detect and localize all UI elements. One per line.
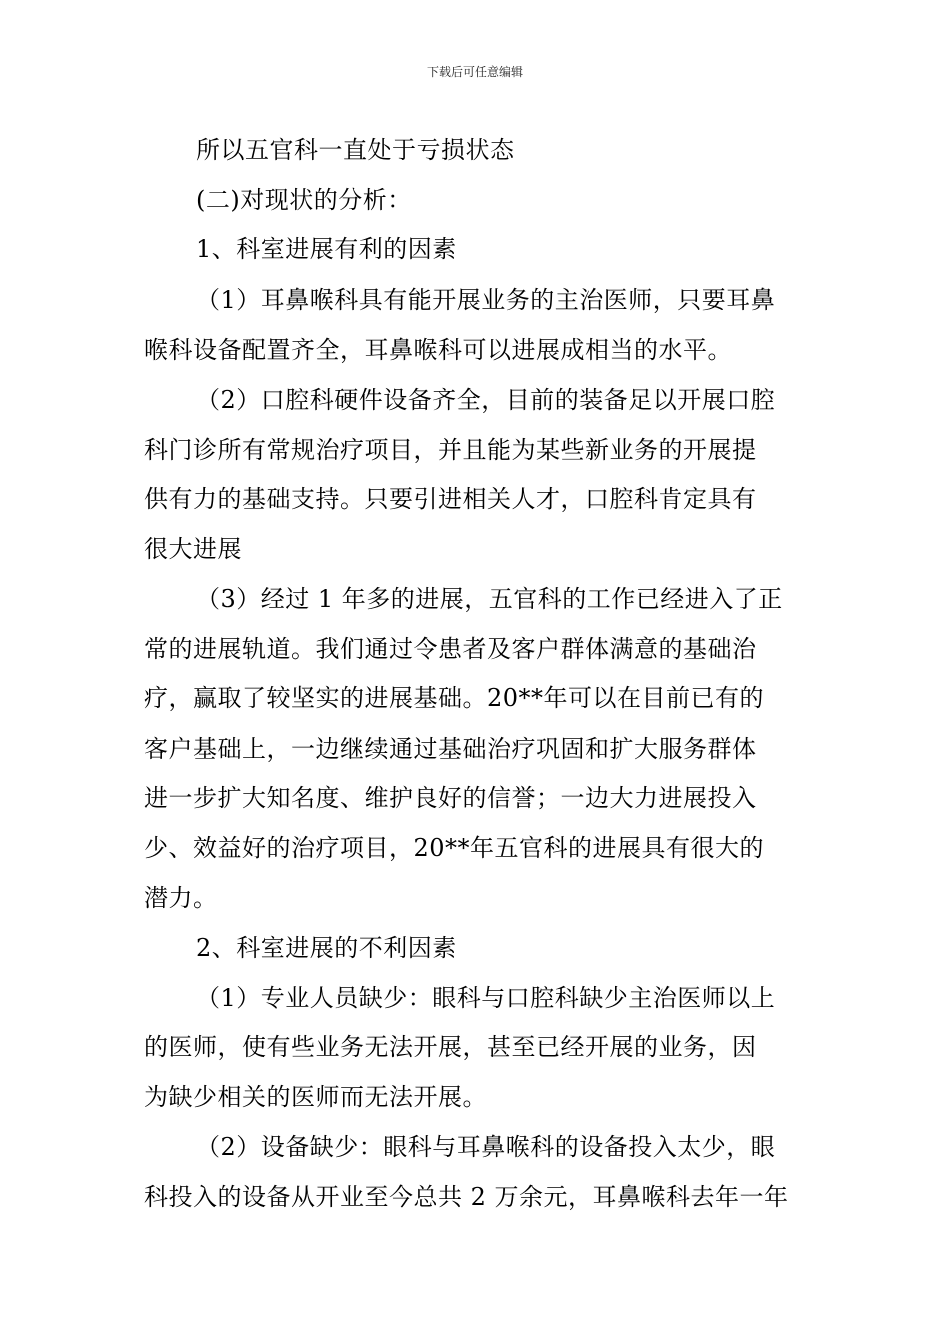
page-header: 下载后可任意编辑 (426, 65, 523, 79)
text-line: 的医师，使有些业务无法开展，甚至已经开展的业务，因 (144, 1033, 757, 1061)
text-line: 进一步扩大知名度、维护良好的信誉；一边大力进展投入 (144, 784, 757, 812)
text-line: 喉科设备配置齐全，耳鼻喉科可以进展成相当的水平。 (144, 336, 732, 364)
text-line: 科投入的设备从开业至今总共 2 万余元，耳鼻喉科去年一年 (144, 1183, 789, 1211)
text-line: （3）经过 1 年多的进展，五官科的工作已经进入了正 (196, 585, 783, 613)
text-line: （2）设备缺少：眼科与耳鼻喉科的设备投入太少，眼 (196, 1133, 776, 1161)
text-line: 疗，赢取了较坚实的进展基础。20**年可以在目前已有的 (144, 684, 765, 712)
text-line: 供有力的基础支持。只要引进相关人才，口腔科肯定具有 (144, 485, 757, 513)
text-line: （2）口腔科硬件设备齐全，目前的装备足以开展口腔 (196, 386, 776, 414)
text-line: 潜力。 (144, 884, 218, 912)
subsection-heading: 1、科室进展有利的因素 (196, 235, 457, 263)
text-line: 常的进展轨道。我们通过令患者及客户群体满意的基础治 (144, 635, 757, 663)
text-line: 很大进展 (144, 535, 242, 563)
text-line: 少、效益好的治疗项目，20**年五官科的进展具有很大的 (144, 834, 765, 862)
text-line: 客户基础上，一边继续通过基础治疗巩固和扩大服务群体 (144, 735, 757, 763)
section-heading: (二)对现状的分析： (196, 186, 412, 214)
subsection-heading: 2、科室进展的不利因素 (196, 934, 457, 962)
text-line: （1）耳鼻喉科具有能开展业务的主治医师，只要耳鼻 (196, 286, 776, 314)
text-line: 为缺少相关的医师而无法开展。 (144, 1083, 487, 1111)
text-line: 科门诊所有常规治疗项目，并且能为某些新业务的开展提 (144, 436, 757, 464)
text-line: （1）专业人员缺少：眼科与口腔科缺少主治医师以上 (196, 984, 776, 1012)
text-line: 所以五官科一直处于亏损状态 (196, 136, 515, 164)
